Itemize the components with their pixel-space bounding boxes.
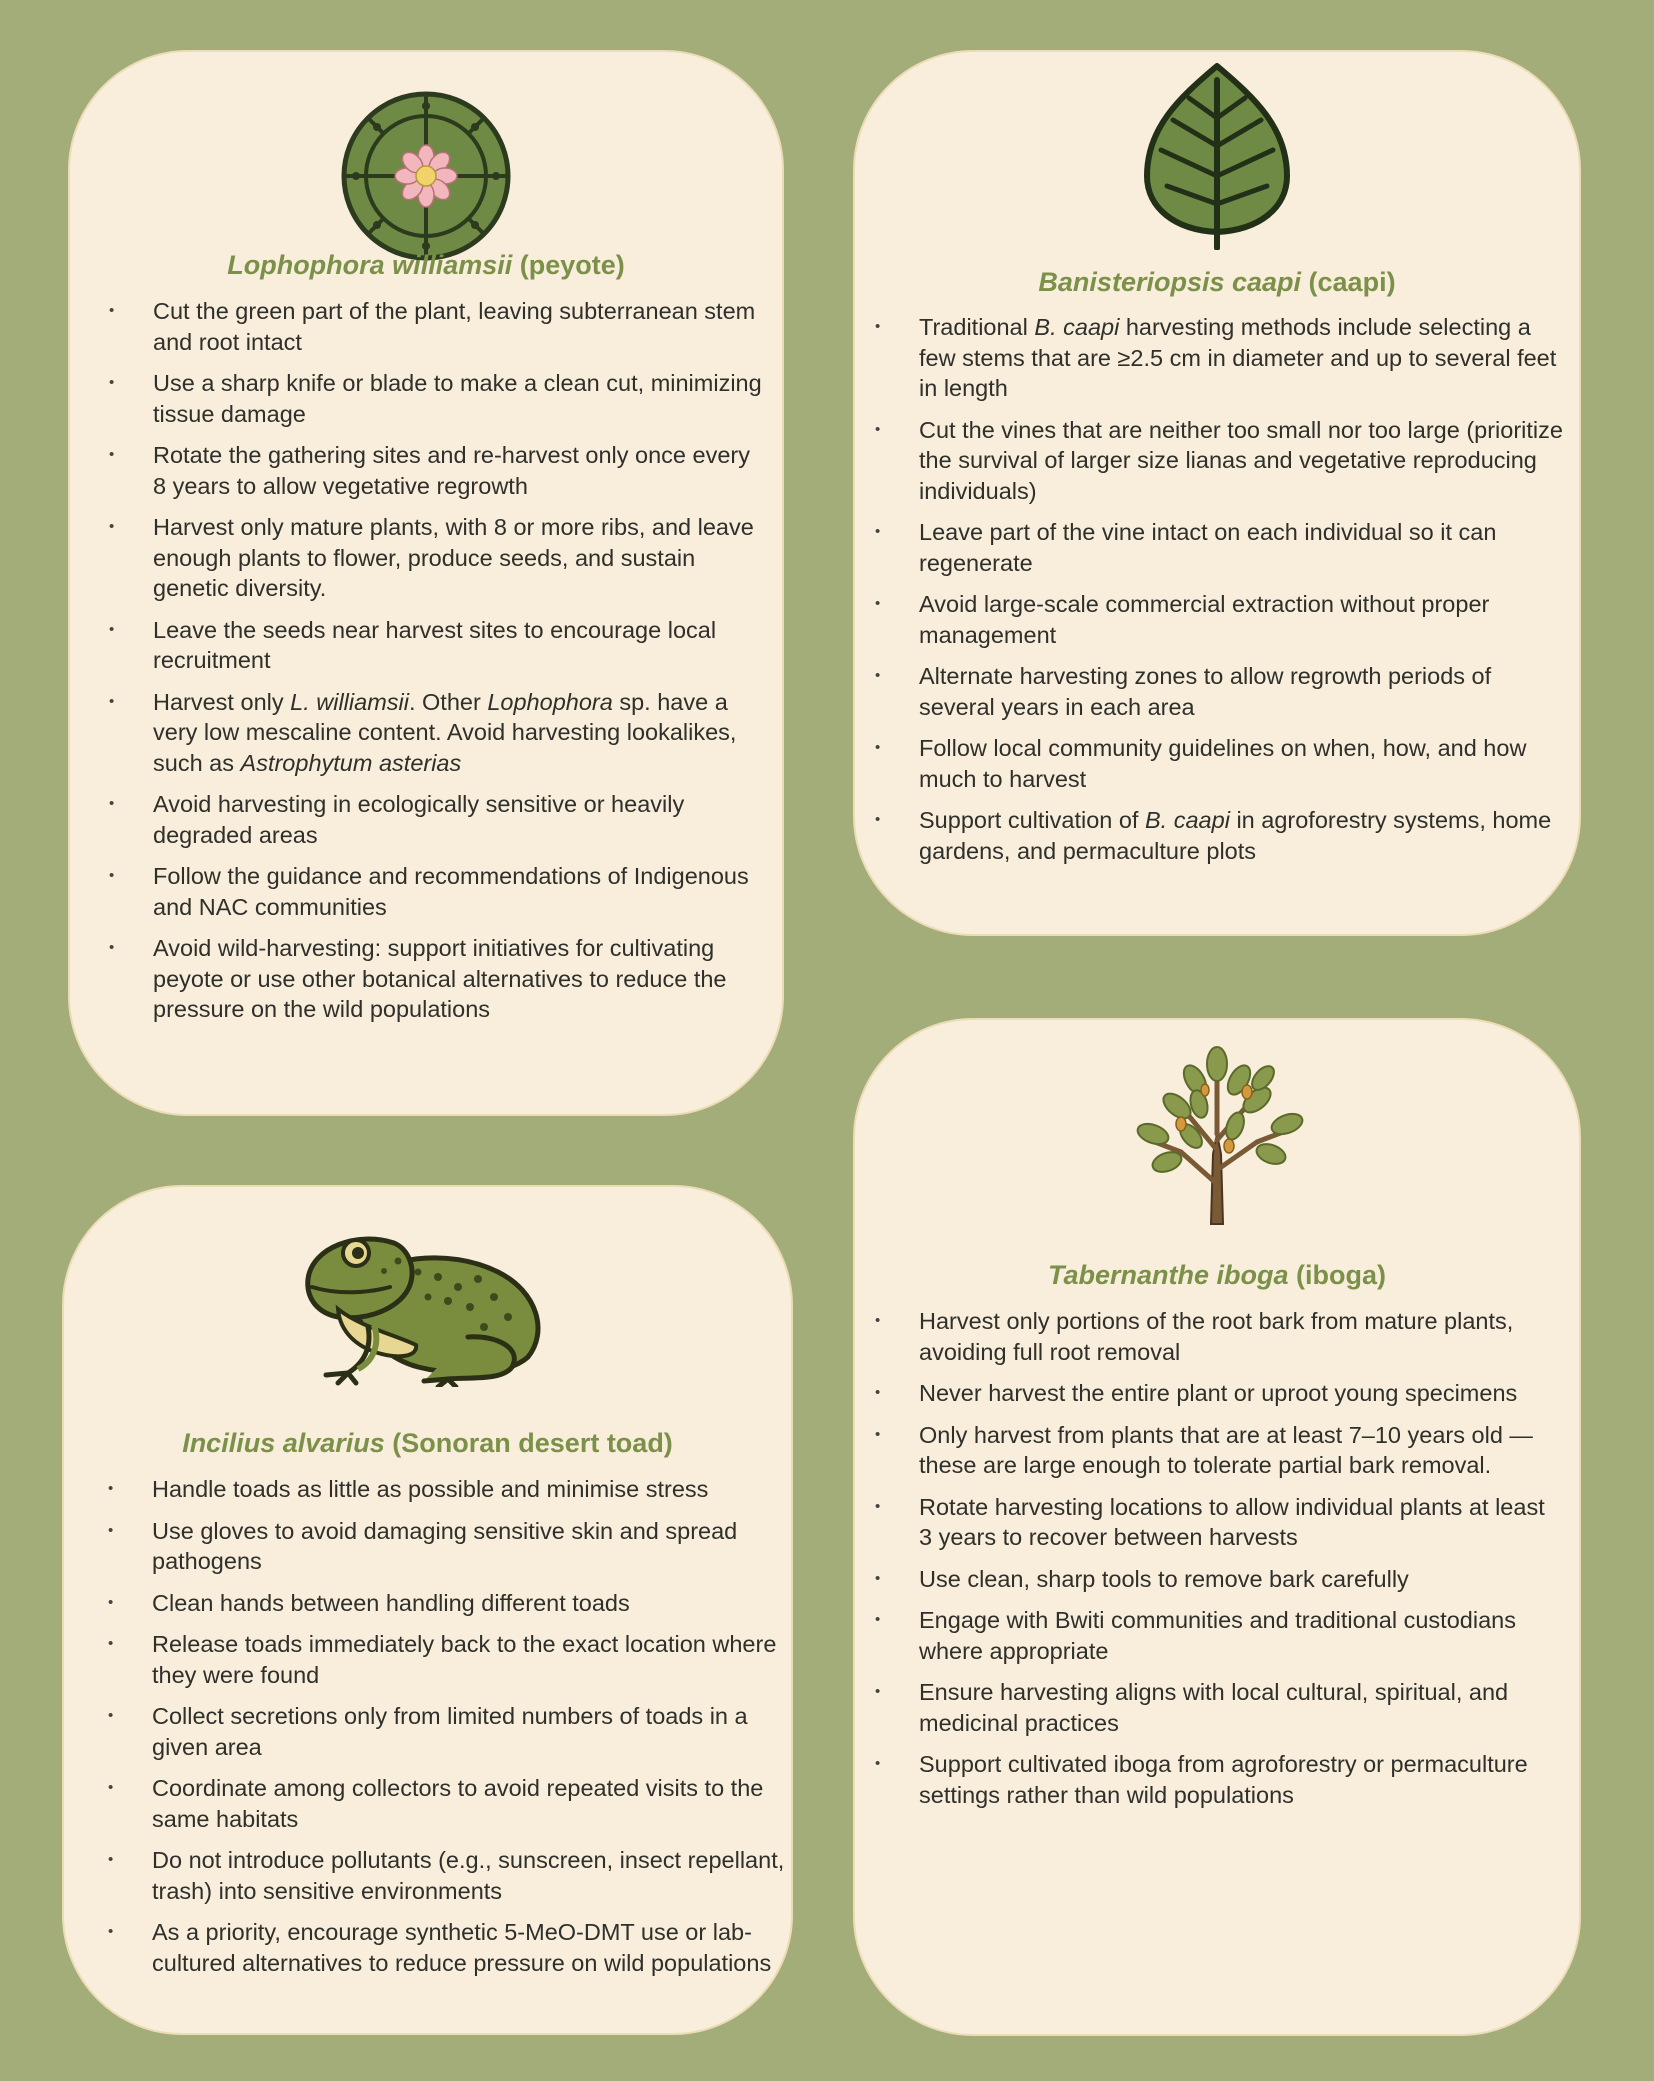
iboga-card bbox=[853, 1018, 1581, 2036]
list-item: • As a priority, encourage synthetic 5-MeO-DMT use or lab-cultured alternatives to reduce pressure on wild populations bbox=[88, 1917, 788, 1978]
list-item: • Cut the vines that are neither too small nor too large (prioritize the survival of larger size lianas and vegetative reproducing individuals) bbox=[855, 415, 1565, 507]
toad-card bbox=[62, 1185, 793, 2035]
harvest-guidelines-list bbox=[855, 1306, 1555, 1821]
card-title bbox=[64, 1428, 791, 1459]
list-item: • Avoid wild-harvesting: support initiatives for cultivating peyote or use other botanical alternatives to reduce the pressure on the wild populations bbox=[89, 933, 769, 1025]
list-item: • Handle toads as little as possible and minimise stress bbox=[88, 1474, 788, 1505]
list-item: • Support cultivation of B. caapi in agroforestry systems, home gardens, and permaculture plots bbox=[855, 805, 1565, 866]
card-title bbox=[855, 267, 1579, 298]
list-item: • Release toads immediately back to the exact location where they were found bbox=[88, 1629, 788, 1690]
title-scientific-name: Lophophora williamsii bbox=[227, 250, 513, 280]
list-item: • Do not introduce pollutants (e.g., sunscreen, insect repellant, trash) into sensitive environments bbox=[88, 1845, 788, 1906]
list-item: • Follow local community guidelines on when, how, and how much to harvest bbox=[855, 733, 1565, 794]
list-item: • Harvest only mature plants, with 8 or more ribs, and leave enough plants to flower, produce seeds, and sustain genetic diversity. bbox=[89, 512, 769, 604]
title-common-name: (caapi) bbox=[1301, 267, 1396, 297]
title-scientific-name: Incilius alvarius bbox=[182, 1428, 385, 1458]
peyote-cactus-icon bbox=[340, 90, 512, 262]
harvest-guidelines-list bbox=[88, 1474, 788, 1989]
list-item: • Alternate harvesting zones to allow regrowth periods of several years in each area bbox=[855, 661, 1565, 722]
card-title bbox=[70, 250, 782, 281]
title-scientific-name: Banisteriopsis caapi bbox=[1038, 267, 1302, 297]
list-item: • Avoid harvesting in ecologically sensitive or heavily degraded areas bbox=[89, 789, 769, 850]
list-item: • Leave the seeds near harvest sites to encourage local recruitment bbox=[89, 615, 769, 676]
harvest-guidelines-list bbox=[89, 296, 769, 1036]
caapi-card bbox=[853, 50, 1581, 936]
card-title bbox=[855, 1260, 1579, 1291]
toad-icon bbox=[298, 1217, 558, 1387]
title-common-name: (iboga) bbox=[1288, 1260, 1386, 1290]
title-common-name: (Sonoran desert toad) bbox=[384, 1428, 673, 1458]
list-item: • Cut the green part of the plant, leaving subterranean stem and root intact bbox=[89, 296, 769, 357]
list-item: • Harvest only portions of the root bark from mature plants, avoiding full root removal bbox=[855, 1306, 1555, 1367]
list-item: • Use clean, sharp tools to remove bark carefully bbox=[855, 1564, 1555, 1595]
list-item: • Only harvest from plants that are at least 7–10 years old — these are large enough to tolerate partial bark removal. bbox=[855, 1420, 1555, 1481]
list-item: • Engage with Bwiti communities and traditional custodians where appropriate bbox=[855, 1605, 1555, 1666]
list-item: • Collect secretions only from limited numbers of toads in a given area bbox=[88, 1701, 788, 1762]
list-item: • Support cultivated iboga from agroforestry or permaculture settings rather than wild populations bbox=[855, 1749, 1555, 1810]
list-item: • Harvest only L. williamsii. Other Lophophora sp. have a very low mescaline content. Avoid harvesting lookalikes, such as Astrophytum asterias bbox=[89, 687, 769, 779]
list-item: • Leave part of the vine intact on each individual so it can regenerate bbox=[855, 517, 1565, 578]
list-item: • Traditional B. caapi harvesting methods include selecting a few stems that are ≥2.5 cm in diameter and up to several feet in length bbox=[855, 312, 1565, 404]
list-item: • Rotate harvesting locations to allow individual plants at least 3 years to recover between harvests bbox=[855, 1492, 1555, 1553]
harvest-guidelines-list bbox=[855, 312, 1565, 877]
list-item: • Use a sharp knife or blade to make a clean cut, minimizing tissue damage bbox=[89, 368, 769, 429]
title-scientific-name: Tabernanthe iboga bbox=[1047, 1260, 1289, 1290]
list-item: • Rotate the gathering sites and re-harvest only once every 8 years to allow vegetative regrowth bbox=[89, 440, 769, 501]
list-item: • Clean hands between handling different toads bbox=[88, 1588, 788, 1619]
list-item: • Avoid large-scale commercial extraction without proper management bbox=[855, 589, 1565, 650]
list-item: • Follow the guidance and recommendations of Indigenous and NAC communities bbox=[89, 861, 769, 922]
peyote-card bbox=[68, 50, 784, 1116]
list-item: • Ensure harvesting aligns with local cultural, spiritual, and medicinal practices bbox=[855, 1677, 1555, 1738]
tree-icon bbox=[1117, 1034, 1317, 1234]
list-item: • Use gloves to avoid damaging sensitive skin and spread pathogens bbox=[88, 1516, 788, 1577]
leaf-icon bbox=[1137, 58, 1297, 250]
list-item: • Coordinate among collectors to avoid repeated visits to the same habitats bbox=[88, 1773, 788, 1834]
title-common-name: (peyote) bbox=[512, 250, 625, 280]
list-item: • Never harvest the entire plant or uproot young specimens bbox=[855, 1378, 1555, 1409]
